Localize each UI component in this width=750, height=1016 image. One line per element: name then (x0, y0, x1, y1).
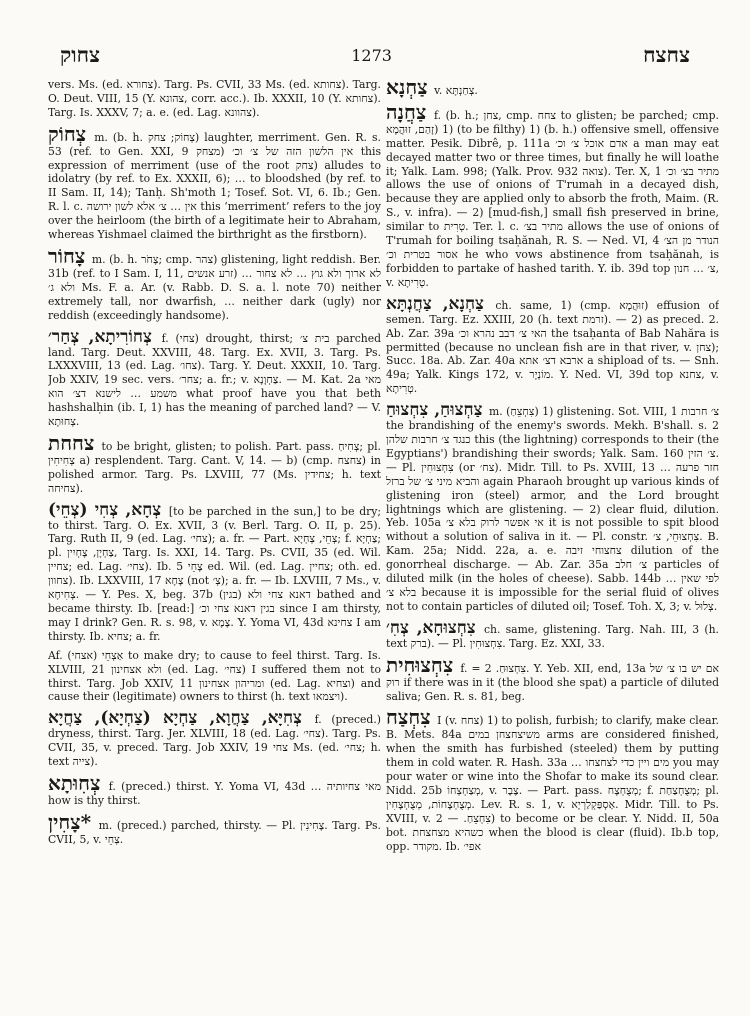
right-column (386, 78, 719, 1008)
entry-headword: צְחוֹרִיתָא, צְחַר׳ (48, 326, 152, 347)
entry-definition: to be bright, glisten; to polish. Part. pass. צְחִיחַ; pl. צְחִיחִין a) resplendent. Targ. Cant. V, 14. — b) (cmp. צחצח) in polished armor. Targ. Ps. LXVIII, 77 (Ms. צחידין; h. text צחיחה). (48, 439, 381, 495)
dictionary-entry (48, 121, 381, 242)
entry-definition: ch. same, glistening. Targ. Nah. III, 3 (h. text ברק). — Pl. צִחְצוּחִין. Targ. Ez. XXI, 33. (386, 622, 719, 650)
dictionary-entry (48, 809, 381, 847)
running-head-left: צחוק (60, 42, 101, 67)
entry-headword: צַחְצוּחַ, צִחְצוּחַ (386, 400, 483, 421)
entry-headword: צְחִוּתָא (48, 771, 101, 796)
entry-headword: צְחִיָּא, צַחֲוָא, צַחְיָא (צַחְיָא), צַחֲיָא (48, 708, 302, 729)
entry-definition: f. (preced.) thirst. Y. Yoma VI, 43d … מאי צחיותיה how is thy thirst. (48, 780, 381, 807)
dictionary-entry (48, 709, 381, 769)
entry-definition: v. צְחַנְתָּא. (434, 84, 478, 97)
entry-definition: m. (צִחְצֵחַ) 1) glistening. Sot. VIII, 1 צ׳ חרבות the brandishing of the enemy's swords. Mekh. B'shall. s. 2 כנגד צ׳ חרבות שלהן this (the lightning) corresponds to their (the Egyptians') brandishing their swords; Yalk. Sam. 160 צ׳ הזין. — Pl. צִחְצוּחִין (or צח׳). Midr. Till. to Ps. XVIII, 13 … חזר פרעה והביא מיני צ׳ של ברזל again Pharaoh brought up various kinds of glistening iron (steel) armor, and the Lord brought lightnings which are glistening. — 2) clear fluid, dilution. Yeb. 105a אי אפשר לרוק בלא צ׳ it is not possible to spit blood without a solution of saliva in it. — Pl. constr. צִחְצוּחֵי, צ׳. B. Kam. 25a; Nidd. 22a, a. e. צחצוחי זיבה dilution of the gonorrheal discharge. — Ab. Zar. 35a צ׳ חלב particles of diluted milk (in the holes of cheese). Sabb. 144b … לפי שאין בלא צ׳ because it is impossible for the serial fluid of olives not to contain particles of diluted oil; Tosef. Toh. X, 3; v. צְלוּל. (386, 405, 719, 613)
entry-definition: Af. אַצְחֵי (אצחי) to make dry; to cause to feel thirst. Targ. Is. XLVIII, 21 ולא אצחינון (ed. Lag. צחי׳) I suffered them not to thirst. Targ. Job XXIV, 11 ומריהון אצחינון (ed. Lag. וצחיא) and cause their (legitimate) owners to thirst (h. text ויצמאו). (48, 648, 381, 704)
dictionary-entry (386, 652, 719, 704)
entry-headword: *צָחִין (48, 809, 92, 834)
page-header (60, 40, 690, 70)
entry-definition: f. = צִחְצוּחַ. 2. Y. Yeb. XII, end, 13a אם יש בו צ׳ של רוק if there was in it (the blood she spat) a particle of diluted saliva; Gen. R. s. 81, beg. (386, 661, 719, 703)
dictionary-entry (48, 649, 381, 705)
entry-definition: I (v. צחח) 1) to polish, furbish; to clarify, make clear. B. Mets. 84a משיצחצחן במים arms are considered finished, when the smith has furbished (steeled) them by putting them in cold water. R. Hash. 33a … מים ויין כדי לצחצחו you may pour water or wine into the Shofar to make its sound clear. Nidd. 25b מְצַחְצְחוֹ, v. צֶבֶר. — Part. pass. מְצֻחְצָח; f. מְצֻחְצַחַת; pl. מְצֻחְצָחוֹת, מְצֻחְצָחִין. Lev. R. s. 1, v. אַסְפַּקְלַרְיָא. Midr. Till. to Ps. XVIII, v. צִחְצֵחַ. — 2) to become or be clear. Y. Nidd. II, 50a bot. כשהיא מצחצחת when the blood is clear (fluid). Ib.b top, opp. מקודר. Ib. אפי׳ (386, 714, 719, 853)
entry-definition: [to be parched in the sun,] to be dry; to thirst. Targ. O. Ex. XVII, 3 (v. Berl. Targ. O. II, p. 25). Targ. Ruth II, 9 (ed. Lag. צחי׳); a. fr. — Part. צְחֵי, צְחְיָא; f. צַחְיָא; pl. צַחְיָן, צָחְיִין, Targ. Is. XXI, 14. Targ. Ps. CVII, 35 (ed. Wil. צחיין; ed. Lag. צחי׳). Ib. 5 צָחֵי ed. Wil. (ed. Lag. צחיין; oth. ed. צחוון). Ib. LXXVIII, 17 צָחָא (not צְ׳); a. fr. — Ib. LXVIII, 7 Ms., v. צְחִיחָא. — Y. Pes. X, beg. 37b דאנא צחי ולא (בגין) bathed and became thirsty. Ib. [read:] בגין דאנא צחי וכ׳ since I am thirsty, may I drink? Gen. R. s. 98, v. צָמָא. Y. Yoma VI, 43d צחינא I am thirsty. Ib. צחיא; a. fr. (48, 504, 381, 643)
dictionary-entry (386, 705, 719, 853)
running-head-right: צחצח (643, 42, 690, 67)
entry-headword: צְחוֹק (48, 121, 87, 146)
entry-definition: m. (b. h. צָחֹר; cmp. צהר) glistening, light reddish. Ber. 31b (ref. to I Sam. I, 11, זרע אנשים) … לא ארוך ולא גוץ … לא צחור ולא ג׳ Ms. F. a. Ar. (v. Rabb. D. S. a. l. note 70) neither extremely tall, nor dwarfish, … neither dark (ugly) nor reddish (exceedingly handsome). (48, 252, 381, 322)
dictionary-entry (48, 430, 381, 496)
entry-headword: צָחוֹר (48, 243, 86, 268)
dictionary-entry (48, 78, 381, 120)
entry-definition: m. (b. h. צְחוֹק; צחק) laughter, merriment. Gen. R. s. 53 (ref. to Gen. XXI, 9 מצחק) אין הלשון הזה של צ׳ וכ׳ this expression of merriment (use of the root צחק) alludes to idolatry (by ref. to Ex. XXXII, 6); … to bloodshed (by ref. to II Sam. II, 14); Tanḥ. Sh'moth 1; Tosef. Sot. VI, 6. Ib.; Gen. R. l. c. אין … צ׳ אלא לשון ירושה this ‘merriment’ refers to the joy over the heirloom (the birth of a legitimate heir to Abraham, whereas Yishmael claimed the birthright as the firstborn). (48, 130, 381, 242)
entry-definition: vers. Ms. (ed. צחורא). Targ. Ps. CVII, 33 Ms. (ed. צחותא). Targ. O. Deut. VIII, 15 (Y. צהונא, corr. acc.). Ib. XXXII, 10 (Y. צחותא). Targ. Is. XXXV, 7; a. e. (ed. Lag. צהוונא). (48, 78, 381, 119)
dictionary-entry (386, 295, 719, 396)
entry-headword: צִחְצוּחָא, צְחִ׳ (386, 617, 476, 638)
dictionary-entry (48, 243, 381, 323)
dictionary-entry (48, 501, 381, 644)
dictionary-entry (386, 99, 719, 290)
entry-definition: ch. same, 1) (cmp. זוּהֲמָא) effusion of semen. Targ. Ez. XXIII, 20 (h. text זרמת). — 2) as preced. 2. Ab. Zar. 39a האי צ׳ דבב נהרא וכ׳ the tsaḥanta of Bab Nahăra is permitted (because no unclean fish are in that river, v. צחן); Succ. 18a. Ab. Zar. 40a ארבא דצ׳ אתא a shipload of ts. — Snh. 49a; Yalk. Kings 172, v. מוֹנְיָר. Y. Ned. VI, 39d top צחנא, v. טְרִיתָא. (386, 298, 719, 396)
left-column (48, 78, 381, 1008)
entry-definition: f. (preced.) dryness, thirst. Targ. Jer. XLVIII, 18 (ed. Lag. צחי׳). Targ. Ps. CVII, 35, v. preced. Targ. Job XXIV, 19 צחי Ms. (ed. צחי׳; h. text צייה). (48, 713, 381, 769)
entry-definition: m. (preced.) parched, thirsty. — Pl. צָחִינִין. Targ. Ps. CVII, 5, v. צְחֵי. (48, 818, 381, 846)
dictionary-entry (386, 78, 719, 98)
entry-headword: צִחְצַח (386, 705, 431, 730)
entry-headword: צְחָא, צְחִי (צְחֵי) (48, 499, 162, 520)
entry-headword: צַחְנָא (386, 78, 428, 99)
entry-headword: צַחְנָא, צַחֲנְתָּא (386, 293, 484, 314)
entry-headword: צחחת (48, 430, 95, 455)
entry-definition: f. (צחי) drought, thirst; בית צ׳ parched land. Targ. Deut. XXVIII, 48. Targ. Ex. XVII, 3. Targ. Ps. LXXXVIII, 13 (ed. Lag. צחו׳). Targ. Y. Deut. XXXII, 10. Targ. Job XXIV, 19 sec. vers. צחר׳; a. fr.; v. צַחְוָנָא. — M. Kat. 2a מאי משמע … לישנא דצ׳ הוא what proof have you that beth hashshalḥin (ib. I, 1) has the meaning of parched land? — V. צְחוּתָא. (48, 331, 381, 429)
entry-definition: f. (b. h.; צחן, cmp. צחח to glisten; be parched; cmp. זָהַם, זוּהֲמָא) 1) (to be filthy) 1) (b. h.) offensive smell, offensive matter. Pesik. Dibrê, p. 111a אדם אוכל צ׳ וכ׳ a man may eat decayed matter two or three times, but finally he will loathe it; Yalk. Lam. 998; (Yalk. Prov. 932 צואה). Ter. X, 1 מתיר בצ׳ וכ׳ allows the use of onions of T'rumah in a decayed dish, because they are applied only to absorb the froth, Maim. (R. S., v. infra). — 2) [mud-fish,] small fish preserved in brine, similar to טְרִית. Ter. l. c. מתיר בצ׳ allows the use of onions of T'rumah for boiling tsaḥănah, R. S. — Ned. VI, 4 הנודר מן הצ׳ אסור בטרית וכ׳ he who vows abstinence from tsaḥănah, is forbidden to partake of hashed tarith. Y. ib. 39d top צ׳ … חנון, v. טְרִיתָא. (386, 108, 719, 289)
page-number: 1273 (351, 45, 392, 65)
entry-headword: צִחְצוּחִית (386, 652, 454, 677)
dictionary-entry (386, 401, 719, 614)
dictionary-entry (48, 328, 381, 429)
dictionary-entry (48, 771, 381, 808)
entry-headword: צַחֲנָה (386, 99, 427, 124)
dictionary-entry (386, 619, 719, 651)
